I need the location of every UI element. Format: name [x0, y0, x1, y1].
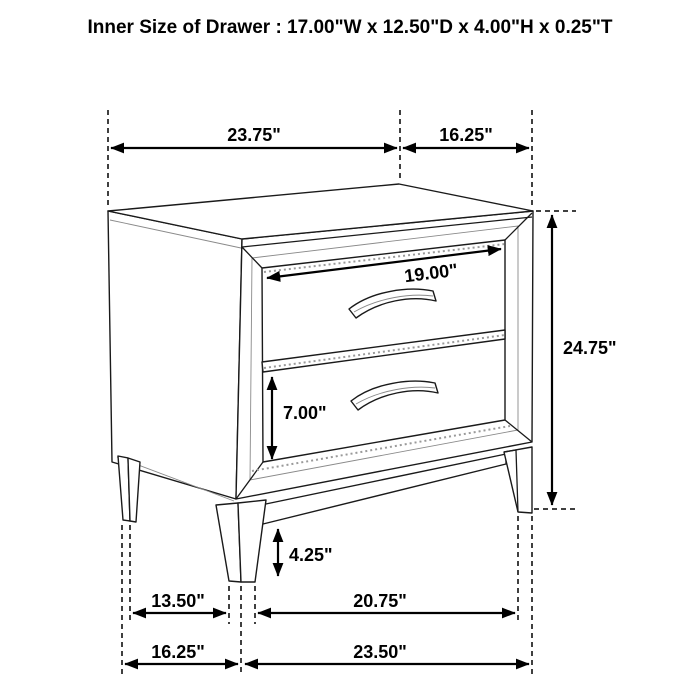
left-side-panel — [108, 211, 242, 499]
diagram-title: Inner Size of Drawer : 17.00"W x 12.50"D x 4.00"H x 0.25"T — [87, 17, 613, 38]
dim-base-depth — [125, 642, 238, 664]
dim-leg-height-label: 4.25" — [289, 545, 333, 565]
dim-base-width — [245, 642, 529, 664]
back-left-leg-front — [128, 458, 140, 522]
nightstand-drawing — [108, 184, 533, 582]
dim-top-depth — [403, 125, 529, 148]
front-left-leg-front — [238, 500, 266, 582]
dim-drawer-height-label: 7.00" — [283, 403, 327, 423]
dim-overall-height-label: 24.75" — [563, 338, 617, 358]
dim-top-depth-label: 16.25" — [439, 125, 493, 145]
dim-top-width-label: 23.75" — [227, 125, 281, 145]
dim-base-depth-label: 16.25" — [151, 642, 205, 662]
dim-top-width — [111, 125, 397, 148]
dim-opening-width-label: 19.00" — [403, 259, 459, 287]
dim-base-width-label: 23.50" — [353, 642, 407, 662]
dim-leg-span-front-label: 20.75" — [353, 591, 407, 611]
dim-leg-height — [278, 529, 333, 576]
dim-overall-height — [552, 215, 617, 505]
dim-leg-span-front — [258, 591, 515, 613]
front-left-leg-side — [216, 503, 241, 582]
dim-leg-span-side — [133, 591, 226, 613]
dim-leg-span-side-label: 13.50" — [151, 591, 205, 611]
